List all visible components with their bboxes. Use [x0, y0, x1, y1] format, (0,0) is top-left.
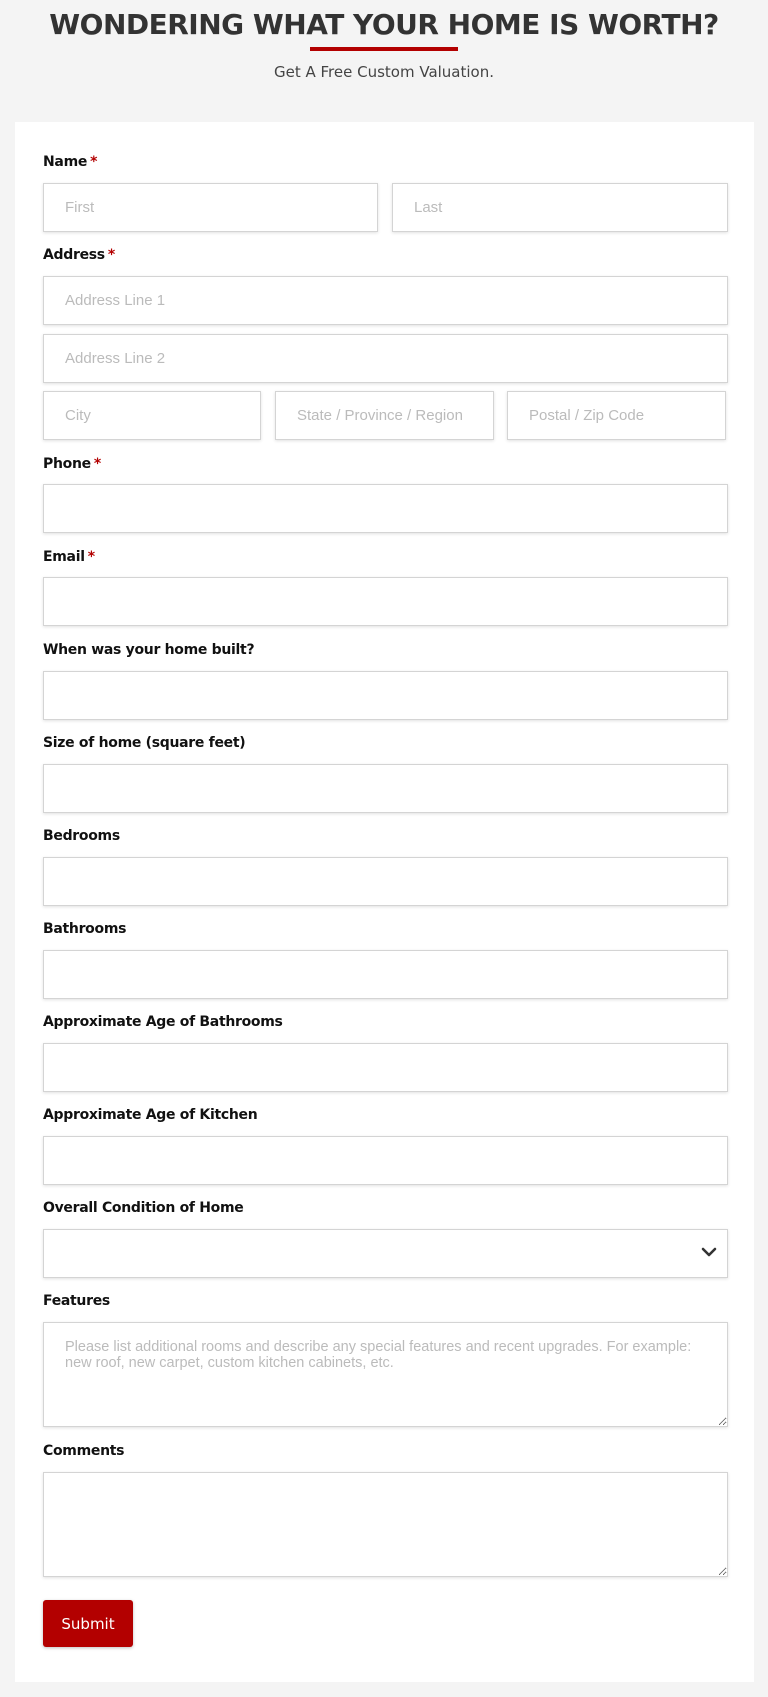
home-built-label: When was your home built? — [43, 642, 255, 658]
condition-select[interactable] — [43, 1229, 728, 1278]
city-input[interactable] — [43, 391, 261, 440]
required-marker: * — [93, 456, 101, 472]
required-marker: * — [87, 549, 95, 565]
comments-textarea[interactable] — [43, 1472, 728, 1577]
bedrooms-label: Bedrooms — [43, 828, 120, 844]
phone-input[interactable] — [43, 484, 728, 533]
bathrooms-input[interactable] — [43, 950, 728, 999]
zip-input[interactable] — [507, 391, 726, 440]
state-input[interactable] — [275, 391, 494, 440]
condition-label: Overall Condition of Home — [43, 1200, 244, 1216]
email-input[interactable] — [43, 577, 728, 626]
submit-button[interactable]: Submit — [43, 1600, 133, 1647]
first-name-input[interactable] — [43, 183, 378, 232]
condition-select-box[interactable] — [43, 1229, 728, 1278]
last-name-input[interactable] — [392, 183, 728, 232]
home-built-input[interactable] — [43, 671, 728, 720]
home-size-input[interactable] — [43, 764, 728, 813]
kitchen-age-input[interactable] — [43, 1136, 728, 1185]
bathroom-age-label: Approximate Age of Bathrooms — [43, 1014, 283, 1030]
page-subtitle: Get A Free Custom Valuation. — [273, 63, 495, 81]
kitchen-age-label: Approximate Age of Kitchen — [43, 1107, 258, 1123]
bedrooms-input[interactable] — [43, 857, 728, 906]
required-marker: * — [107, 247, 115, 263]
home-size-label: Size of home (square feet) — [43, 735, 246, 751]
comments-label: Comments — [43, 1443, 125, 1459]
email-label: Email * — [43, 549, 95, 565]
required-marker: * — [90, 154, 98, 170]
features-label: Features — [43, 1293, 110, 1309]
bathroom-age-input[interactable] — [43, 1043, 728, 1092]
features-textarea[interactable] — [43, 1322, 728, 1427]
title-accent-bar — [310, 47, 458, 51]
address-line2-input[interactable] — [43, 334, 728, 383]
phone-label: Phone * — [43, 456, 101, 472]
name-label: Name * — [43, 154, 98, 170]
page-title: WONDERING WHAT YOUR HOME IS WORTH? — [49, 8, 719, 41]
address-label: Address * — [43, 247, 115, 263]
bathrooms-label: Bathrooms — [43, 921, 127, 937]
address-line1-input[interactable] — [43, 276, 728, 325]
chevron-down-icon[interactable] — [700, 1243, 718, 1261]
